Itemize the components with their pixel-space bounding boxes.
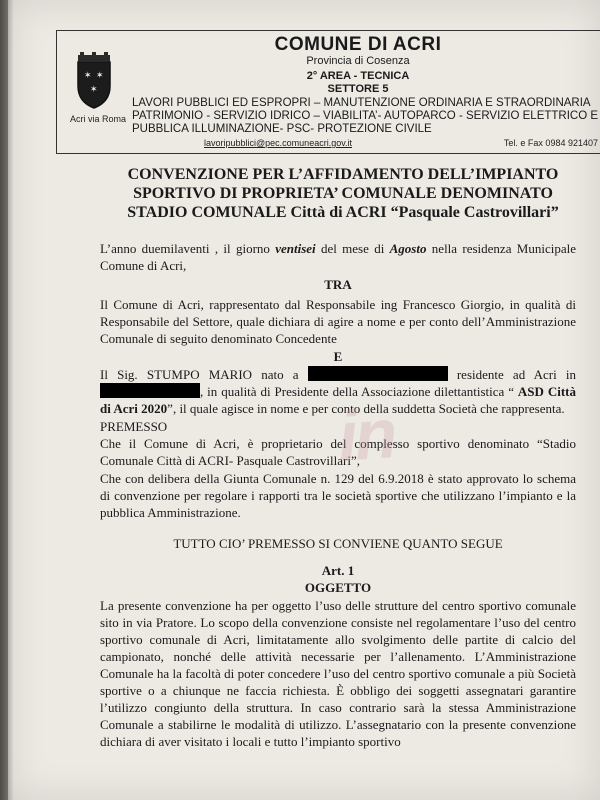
delibera-paragraph: Che con delibera della Giunta Comunale n. 129 del 6.9.2018 è stato approvato lo schema di convenzione per regolare i rapporti tra le società sportive che utilizzano l’impianto e la pubblica Amministrazione. — [100, 471, 576, 520]
party-two-paragraph: Il Sig. STUMPO MARIO nato a residente ad Acri in , in qualità di Presidente della Associazione dilettantistica “ ASD Città di Acri 2020”, il quale agisce in nome e per conto della suddetta Società che rappresenta. — [100, 367, 576, 416]
svg-text:✶: ✶ — [90, 84, 98, 94]
svg-text:✶: ✶ — [84, 70, 92, 80]
e-heading: E — [333, 349, 343, 364]
coat-of-arms-icon — [72, 52, 116, 110]
telephone-label: Tel. e Fax 0984 921407 — [503, 138, 598, 148]
svg-text:✶: ✶ — [96, 70, 104, 80]
article-one-text: La presente convenzione ha per oggetto l’uso delle strutture del centro sportivo comunale sito in via Pratore. Lo scopo della convenzione consiste nel regolamentare l’uso del centro sportivo comunale di Acri, limitatamente allo svolgimento delle partite di calcio del campionato, nonché delle attività necessarie per l’allenamento. L’Amministrazione Comunale ha la facoltà di poter concedere l’uso del centro sportivo comunale a più Società sportive o a chiunque ne faccia richiesta. È obbligo dei soggetti assegnatari garantire l’utilizzo congiunto della struttura. In caso contrario sarà la stessa Amministrazione Comunale a stabilirne le modalità di utilizzo. L’assegnatario con la presente convenzione dichiara di aver visitato i locali e tutto l’impianto sportivo — [100, 598, 576, 749]
article-number: Art. 1 — [321, 563, 355, 578]
premesso-conviene-heading: TUTTO CIO’ PREMESSO SI CONVIENE QUANTO SEGUE — [173, 536, 503, 551]
party-one-paragraph: Il Comune di Acri, rappresentato dal Responsabile ing Francesco Giorgio, in qualità di Responsabile del Settore, quale dichiara di agire a nome e per conto dell’Amministrazione Comunale di seguito denominato Concedente — [100, 297, 576, 346]
settore-label: SETTORE 5 — [327, 83, 389, 95]
area-label: 2° AREA - TECNICA — [306, 70, 410, 82]
contact-line — [132, 138, 600, 148]
page-edge-shadow — [0, 0, 14, 800]
premesso-heading: PREMESSO — [100, 419, 168, 434]
pec-email-link[interactable]: lavoripubblici@pec.comuneacri.gov.it — [204, 138, 353, 148]
redacted-address — [100, 383, 200, 398]
tra-heading: TRA — [324, 277, 352, 292]
premesso-paragraph: Che il Comune di Acri, è proprietario del complesso sportivo denominato “Stadio Comunale Città di ACRI- Pasquale Castrovillari”, — [100, 436, 576, 468]
watermark-logo: in — [335, 394, 397, 476]
provincia-label: Provincia di Cosenza — [306, 55, 410, 67]
document-page — [8, 0, 600, 800]
intro-paragraph: L’anno duemilaventi , il giorno ventisei del mese di Agosto nella residenza Municipale Comune di Acri, — [100, 241, 576, 273]
address-label: Acri via Roma — [69, 114, 126, 124]
redacted-birthplace — [308, 366, 448, 381]
department-units: LAVORI PUBBLICI ED ESPROPRI – MANUTENZIONE ORDINARIA E STRAORDINARIA PATRIMONIO - SERVIZIO IDRICO – VIABILITA’- AUTOPARCO - SERVIZIO ELETTRICO E PUBBLICA ILLUMINAZIONE- PSC- PROTEZIONE CIVILE — [132, 97, 599, 135]
article-title: OGGETTO — [304, 580, 372, 595]
comune-title: COMUNE DI ACRI — [274, 34, 442, 55]
document-title: CONVENZIONE PER L’AFFIDAMENTO DELL’IMPIANTO SPORTIVO DI PROPRIETA’ COMUNALE DENOMINATO STADIO COMUNALE Città di ACRI “Pasquale Castrovillari” — [127, 166, 559, 221]
